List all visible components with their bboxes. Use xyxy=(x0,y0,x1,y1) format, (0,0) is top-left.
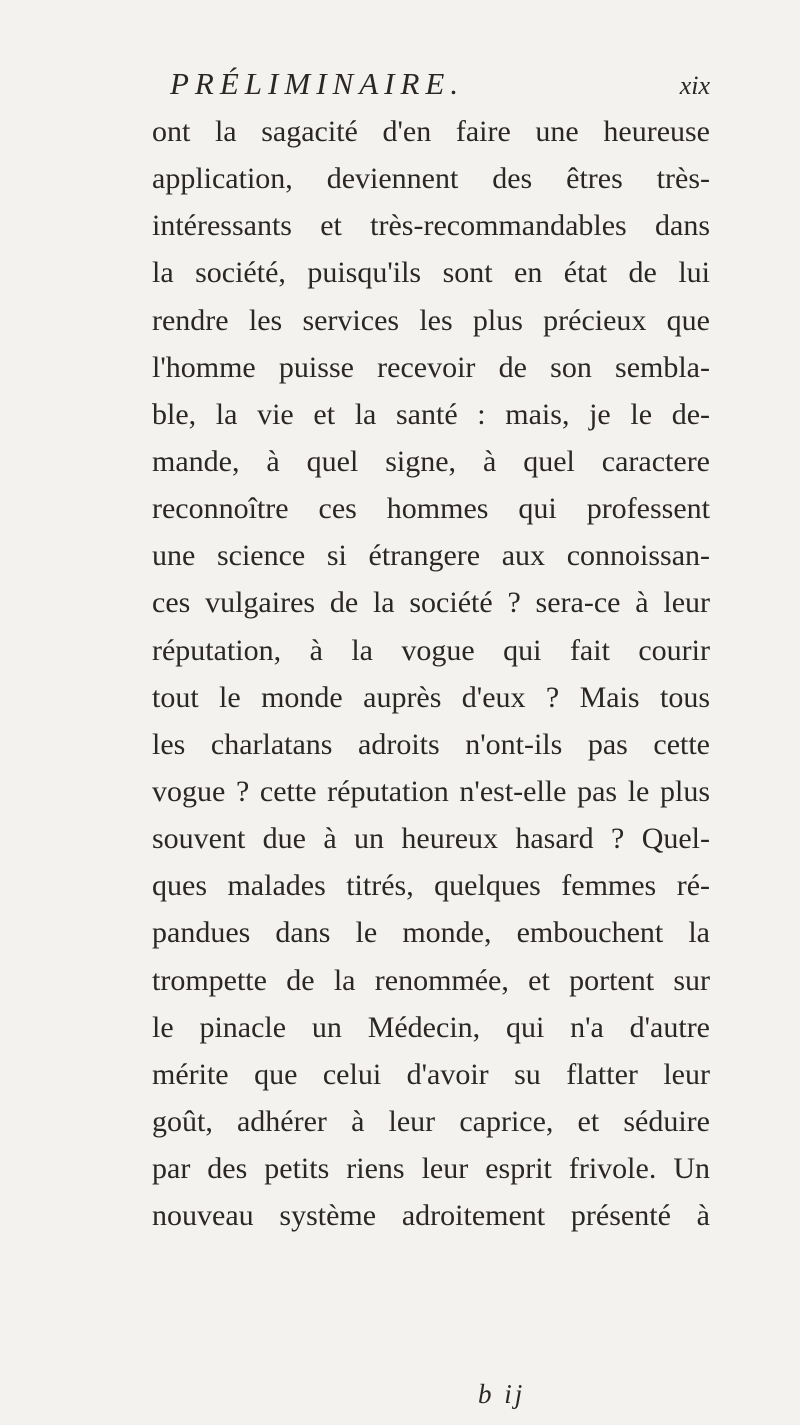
text-line: intéressants et très-recommandables dans xyxy=(152,209,710,243)
text-line: ques malades titrés, quelques femmes ré- xyxy=(152,869,710,903)
running-head xyxy=(170,66,710,102)
text-line: les charlatans adroits n'ont-ils pas cette xyxy=(152,727,710,761)
signature-mark: b ij xyxy=(478,1379,526,1409)
text-line: tout le monde auprès d'eux ? Mais tous xyxy=(152,680,710,714)
text-line: réputation, à la vogue qui fait courir xyxy=(152,633,710,667)
text-line: reconnoître ces hommes qui professent xyxy=(152,492,710,526)
text-line: l'homme puisse recevoir de son sembla- xyxy=(152,350,710,384)
text-line: vogue ? cette réputation n'est-elle pas le plus xyxy=(152,774,710,808)
text-line: pandues dans le monde, embouchent la xyxy=(152,916,710,950)
text-line: une science si étrangere aux connoissan- xyxy=(152,539,710,573)
body-text xyxy=(152,108,710,1239)
text-line: souvent due à un heureux hasard ? Quel- xyxy=(152,822,710,856)
text-line: trompette de la renommée, et portent sur xyxy=(152,963,710,997)
text-line: la société, puisqu'ils sont en état de lui xyxy=(152,256,710,290)
text-line: par des petits riens leur esprit frivole. Un xyxy=(152,1152,710,1186)
text-line: application, deviennent des êtres très- xyxy=(152,162,710,196)
running-title: PRÉLIMINAIRE. xyxy=(170,66,465,101)
text-line: goût, adhérer à leur caprice, et séduire xyxy=(152,1104,710,1138)
text-line: le pinacle un Médecin, qui n'a d'autre xyxy=(152,1010,710,1044)
text-line: nouveau système adroitement présenté à xyxy=(152,1199,710,1233)
text-line: mande, à quel signe, à quel caractere xyxy=(152,444,710,478)
text-line: ces vulgaires de la société ? sera-ce à leur xyxy=(152,586,710,620)
text-line: mérite que celui d'avoir su flatter leur xyxy=(152,1057,710,1091)
page-number: xix xyxy=(679,71,710,100)
text-line: rendre les services les plus précieux que xyxy=(152,303,710,337)
text-line: ont la sagacité d'en faire une heureuse xyxy=(152,115,710,148)
text-line: ble, la vie et la santé : mais, je le de- xyxy=(152,397,710,431)
